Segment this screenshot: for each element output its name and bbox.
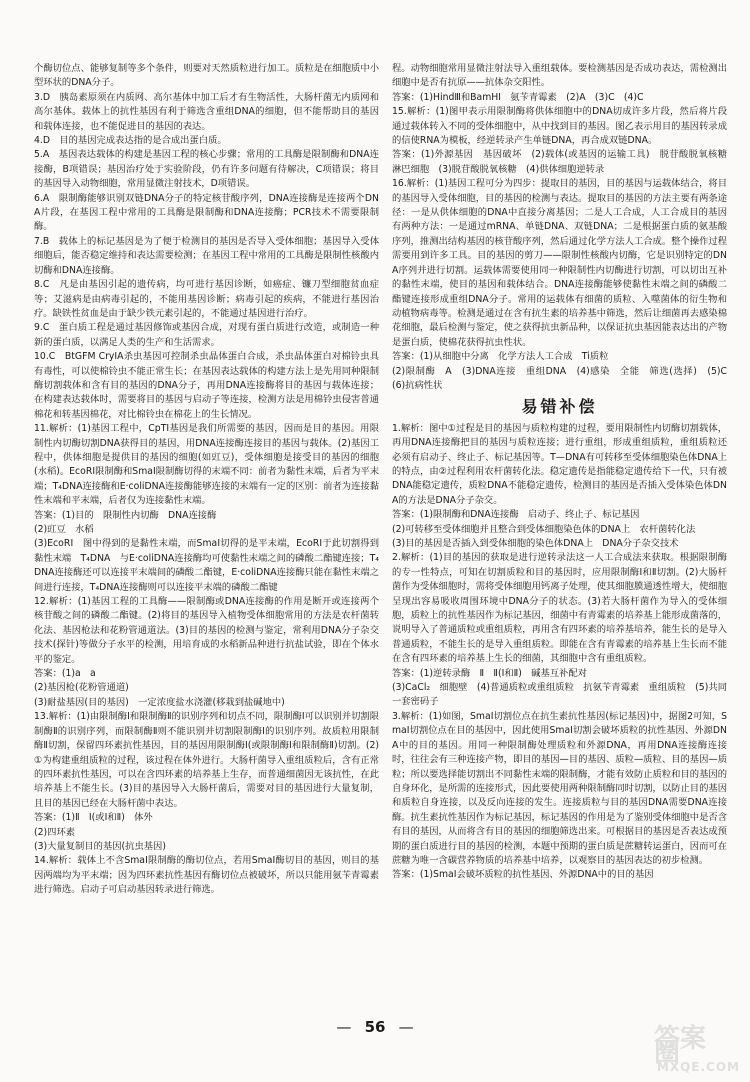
right-paragraph: 1.解析：图中①过程是目的基因与质粒构建的过程，要用限制性内切酶切割载体，再用DNA连接酶把目的基因与质粒连接；进行重组，形成重组质粒，重组质粒还必须有启动子、终止子、标记基因等。T—DNA有可转移至受体细胞染色体DNA上的特点，由②过程利用农杆菌转化法。稳定遗传是指能稳定遗传给下一代，只有被DNA能稳定遗传，质粒DNA不能稳定遗传，检测目的基因是否插入受体染色体DNA的方法是DNA分子杂交。 — [392, 422, 727, 506]
left-paragraph: 个酶切位点、能够复制等多个条件，则要对天然质粒进行加工。质粒是在细胞质中小型环状的DNA分子。 — [34, 63, 379, 89]
left-paragraph: 4.D 目的基因完成表达指的是合成出蛋白质。 — [34, 135, 227, 147]
right-paragraph: 15.解析：(1)图甲表示用限制酶将供体细胞中的DNA切成许多片段，然后将片段通过载体转入不同的受体细胞中，从中找到目的基因。图乙表示用目的基因转录成的信使RNA为模板，经逆转录产生单链DNA，再合成双链DNA。 — [392, 106, 727, 147]
left-paragraph: 6.A 限制酶能够识别双链DNA分子的特定核苷酸序列，DNA连接酶是连接两个DNA片段，在基因工程中常用的工具酶是限制酶和DNA连接酶；PCR技术不需要限制酶。 — [34, 192, 379, 233]
left-paragraph: 13.解析：(1)由限制酶Ⅰ和限制酶Ⅱ的识别序列和切点不同，限制酶Ⅰ可以识别并切割限制酶Ⅱ的识别序列，而限制酶Ⅱ则不能识别并切割限制酶Ⅰ的识别序列。故质粒用限制酶Ⅱ切割，保留四环素抗性基因，目的基因用限制酶Ⅰ(或限制酶Ⅰ和限制酶Ⅱ)切割。(2)①为构建重组质粒的过程，该过程在体外进行。大肠杆菌导入重组质粒后，含有正常的四环素抗性基因，可以在含四环素的培养基上生存，而普通细菌因无该抗性，在此培养基上不能生长。(3)目的基因导入大肠杆菌后，需要对目的基因进行大量复制，且目的基因已经在大肠杆菌中表达。 — [34, 711, 379, 809]
left-paragraph: (2)豇豆 水稻 — [34, 524, 94, 535]
watermark-sub: MXQE.COM — [656, 1060, 740, 1074]
left-paragraph: (3)EcoRⅠ 图中得到的是黏性末端，而SmaⅠ切得的是平末端，EcoRⅠ于此切割得到黏性末端 T₄DNA 与E·coliDNA连接酶均可使黏性末端之间的磷酸二酯键连接；T₄DNA连接酶还可以连接平末端间的磷酸二酯键，E·coliDNA连接酶只能在黏性末端之间进行连接，T₄DNA连接酶则可以连接平末端的磷酸二酯键 — [34, 538, 379, 593]
left-paragraph: (2)四环素 — [34, 826, 76, 838]
right-column — [392, 62, 737, 883]
left-paragraph: 12.解析：(1)基因工程的工具酶——限制酶或DNA连接酶的作用是断开或连接两个核苷酸之间的磷酸二酯键。(2)将目的基因导入植物受体细胞常用的方法是农杆菌转化法、基因枪法和花粉管通道法。(3)目的基因的检测与鉴定，常利用DNA分子杂交技术(探针)等做分子水平的检测，用培育成的水稻新品种进行抗盐试验，即在个体水平的鉴定。 — [34, 596, 379, 665]
right-paragraph: 2.解析：(1)目的基因的获取是进行逆转录法这一人工合成法来获取。根据限制酶的专一性特点，可知在切割质粒和目的基因时，应用限制酶Ⅰ和Ⅱ切割。(2)大肠杆菌作为受体细胞时，需将受体细胞用钙离子处理，使其细胞膜通透性增大，使细胞呈现出容易吸收周围环境中DNA分子的状态。(3)若大肠杆菌作为导入的受体细胞，质粒上的抗性基因作为标记基因，细菌中有青霉素的培养基上能形成菌落的，说明导入了普通质粒或重组质粒，再用含有四环素的培养基培养，能生长的是导入普通质粒，不能生长的是导入重组质粒。即能在含有青霉素的培养基上生长而不能在含有四环素的培养基上生长的细菌，其细胞中含有重组质粒。 — [392, 552, 727, 665]
left-paragraph: 3.D 胰岛素原须在内质网、高尔基体中加工后才有生物活性，大肠杆菌无内质网和高尔基体。载体上的抗性基因有利于筛选含重组DNA的细胞，但不能帮助目的基因和载体连接，也不能促进目的基因的表达。 — [34, 91, 379, 132]
right-paragraph: 答案：(1)从细胞中分离 化学方法人工合成 Ti质粒 — [392, 351, 609, 363]
left-paragraph: 7.B 载体上的标记基因是为了便于检测目的基因是否导入受体细胞；基因导入受体细胞后，能否稳定维持和表达需要检测；在基因工程中常用的工具酶是限制性核酸内切酶和DNA连接酶。 — [34, 235, 379, 276]
left-paragraph: (3)大量复制目的基因(抗虫基因) — [34, 840, 166, 852]
left-paragraph: 答案：(1)Ⅱ Ⅰ(或Ⅰ和Ⅱ) 体外 — [34, 812, 153, 824]
left-paragraph: 5.A 基因表达载体的构建是基因工程的核心步骤；常用的工具酶是限制酶和DNA连接酶，B项错误；基因治疗处于实验阶段，仍有许多问题有待解决，C项错误；将目的基因导入动物细胞，常用显微注射技术，D项错误。 — [34, 149, 379, 190]
left-paragraph: (3)耐盐基因(目的基因) 一定浓度盐水浇灌(移栽到盐碱地中) — [34, 696, 285, 708]
right-paragraph: 16.解析：(1)基因工程可分为四步：提取目的基因，目的基因与运载体结合，将目的基因导入受体细胞，目的基因的检测与表达。提取目的基因的方法主要有两条途径：一是从供体细胞的DNA中直接分离基因；二是人工合成，人工合成目的基因有两种方法：一是通过mRNA、单链DNA、双链DNA；二是根据蛋白质的氨基酸序列，推测出结构基因的核苷酸序列，然后通过化学方法人工合成。整个操作过程需要用到许多工具。目的基因的剪刀——限制性核酸内切酶，它是识别特定的DNA序列并进行切割。运载体需要使用同一种限制性内切酶进行切割，可以切出互补的黏性末端，使目的基因和载体结合。DNA连接酶能够使黏性末端之间的磷酸二酯键连接形成重组DNA分子。常用的运载体有细菌的质粒、入噬菌体的衍生物和动植物病毒等。检测是通过在含有抗生素的培养基中筛选，然后让细菌再去感染棉花细胞，最后检测与鉴定，使之获得抗虫新品种，以保证抗虫基因能表达出的产物是蛋白质，使棉花获得抗虫性状。 — [392, 178, 727, 348]
right-paragraph: 3.解析：(1)如图，SmaⅠ切割位点在抗生素抗性基因(标记基因)中，据图2可知，SmaⅠ切割位点在目的基因中，因此使用SmaⅠ切割会破坏质粒的抗性基因、外源DNA中的目的基因。用同一种限制酶处理质粒和外源DNA，再用DNA连接酶连接时，往往会有三种连接产物，即目的基因—目的基因、质粒—质粒、目的基因—质粒；所以要选择能切割出不同黏性末端的限制酶，才能有效防止质粒和目的基因的自身环化，是所需的连接形式，因此要使用两种限制酶同时切割，以防止目的基因和质粒自身连接，以及反向连接的发生。连接质粒与目的基因DNA需要DNA连接酶。抗生素抗性基因作为标记基因，标记基因的作用是为了鉴别受体细胞中是否含有目的基因，从而将含有目的基因的细胞筛选出来。可根据目的基因是否表达成预期的蛋白质进行目的基因的检测，本题中预期的蛋白质是蔗糖转运蛋白，因而可在蔗糖为唯一含碳营养物质的培养基中培养，以观察目的基因表达的初步检测。 — [392, 710, 727, 866]
page-dash: — — [336, 1018, 352, 1036]
section-title: 易错补偿 — [521, 397, 598, 417]
left-paragraph: 答案：(1)目的 限制性内切酶 DNA连接酶 — [34, 509, 217, 521]
page-dash: — — [398, 1018, 414, 1036]
watermark-logo — [654, 1024, 742, 1074]
left-paragraph: 9.C 蛋白质工程是通过基因修饰或基因合成，对现有蛋白质进行改造，或制造一种新的蛋白质，以满足人类的生产和生活需求。 — [34, 322, 379, 348]
right-paragraph: 答案：(1)SmaⅠ会破坏质粒的抗性基因、外源DNA中的目的基因 — [392, 869, 654, 881]
right-paragraph: 答案：(1)HindⅢ和BamHⅠ 氨苄青霉素 (2)A (3)C (4)C — [392, 91, 644, 103]
right-paragraph: (2)限制酶 A (3)DNA连接 重组DNA (4)感染 全能 筛选(选择) (5)C (6)抗病性状 — [392, 365, 737, 391]
left-paragraph: 11.解析：(1)基因工程中，CpTI基因是我们所需要的基因，因而是目的基因。用限制性内切酶切割DNA获得目的基因，用DNA连接酶连接目的基因与载体。(2)基因工程中，供体细胞是提供目的基因的细胞(如豇豆)，受体细胞是接受目的基因的细胞(水稻)。EcoRⅠ限制酶和SmaⅠ限制酶切得的末端不同：前者为黏性末端，后者为平末端；T₄DNA连接酶和E·coliDNA连接酶能够连接的末端有一定的区别：前者为连接黏性末端和平末端，后者仅为连接黏性末端。 — [34, 423, 379, 507]
left-paragraph: 答案：(1)a a — [34, 668, 96, 680]
watermark-main: 答案圈 — [654, 1024, 707, 1069]
left-paragraph: 14.解析：载体上不含SmaⅠ限制酶的酶切位点，若用SmaⅠ酶切目的基因，则目的基因两端均为平末端；因为四环素抗性基因有酶切位点被破坏，所以只能用氨苄青霉素进行筛选。启动子可启动基因转录进行筛选。 — [34, 855, 379, 896]
left-paragraph: (2)基因枪(花粉管通道) — [34, 682, 129, 694]
right-paragraph: 答案：(1)限制酶和DNA连接酶 启动子、终止子、标记基因 — [392, 509, 640, 521]
right-paragraph: 答案：(1)外源基因 基因破坏 (2)载体(或基因的运输工具) 脱苷酸脱氧核糖 淋巴细胞 (3)脱苷酸脱氧核糖 (4)供体细胞逆转录 — [392, 149, 737, 175]
left-paragraph: 10.C BtGFM CryIA杀虫基因可控制杀虫晶体蛋白合成，杀虫晶体蛋白对棉铃虫具有毒性，可以使棉铃虫不能正常生长；在基因表达载体的构建方法上是先用同种限制酶切割载体和含有目的基因的DNA分子，再用DNA连接酶将目的基因与载体连接；在构建表达载体时，需要将目的基因与启动子等连接，检测方法是用棉铃虫侵害普通棉花和转基因棉花，对比棉铃虫在棉花上的生长情况。 — [34, 351, 379, 420]
right-paragraph: 程。动物细胞常用显微注射法导入重组载体。要检测基因是否成功表达，需检测出细胞中是否有抗原——抗体杂交阳性。 — [392, 63, 727, 89]
right-paragraph: (3)目的基因是否插入到受体细胞的染色体DNA上 DNA分子杂交技术 — [392, 538, 679, 549]
page-number — [0, 1020, 750, 1034]
right-paragraph: (3)CaCl₂ 细胞壁 (4)普通质粒或重组质粒 抗氨苄青霉素 重组质粒 (5)共同一套密码子 — [392, 682, 727, 708]
page-number-value: 56 — [364, 1018, 386, 1036]
right-paragraph: (2)可转移至受体细胞并且整合到受体细胞染色体的DNA上 农杆菌转化法 — [392, 523, 696, 535]
left-column — [34, 62, 379, 898]
right-paragraph: 答案：(1)逆转录酶 Ⅱ Ⅱ(Ⅰ和Ⅱ) 碱基互补配对 — [392, 667, 587, 679]
left-paragraph: 8.C 凡是由基因引起的遗传病，均可进行基因诊断，如癌症、镰刀型细胞贫血症等；艾滋病是由病毒引起的，不能用基因诊断；病毒引起的疾病，不能进行基因治疗。缺铁性贫血是由于缺少铁元素引起的，不能通过基因进行治疗。 — [34, 279, 379, 319]
